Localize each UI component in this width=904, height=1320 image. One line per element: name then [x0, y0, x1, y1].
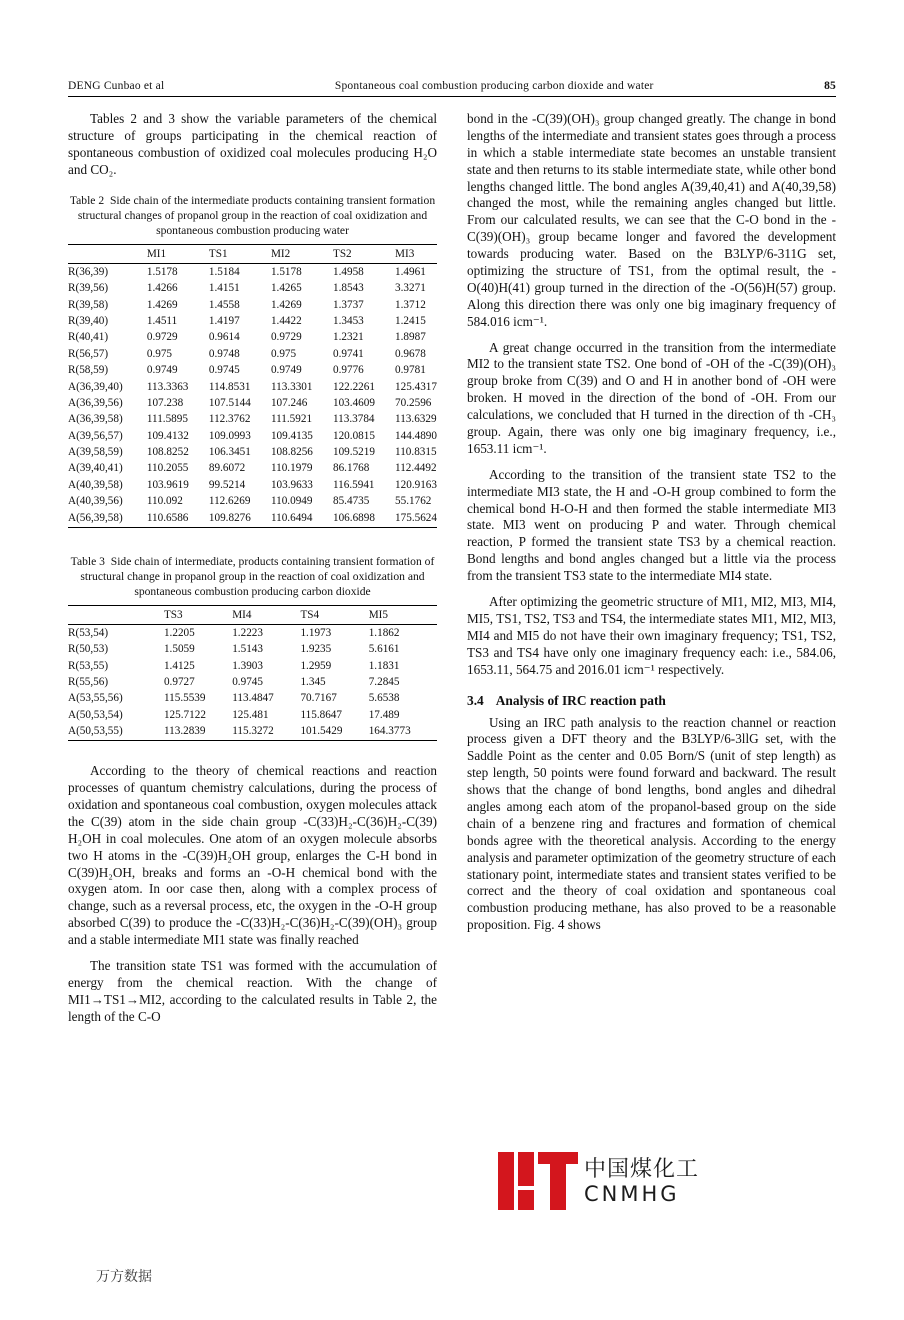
- table-row: [68, 477, 437, 493]
- cell: 103.9619: [146, 478, 189, 491]
- cell: 1.2223: [232, 626, 263, 639]
- cell: A(36,39,58): [68, 413, 123, 426]
- cell: 107.5144: [208, 396, 251, 409]
- cell: R(39,58): [68, 298, 109, 311]
- cell: 0.9781: [395, 364, 426, 377]
- table-row: [68, 674, 437, 690]
- cell: 1.8543: [332, 282, 364, 295]
- cell: R(53,54): [68, 626, 109, 639]
- cell: 110.6586: [147, 509, 209, 527]
- cell: 113.3301: [270, 380, 313, 393]
- table2-col-2: TS1: [209, 244, 271, 263]
- cell: 109.0993: [208, 429, 251, 442]
- table2-caption-text: Side chain of the intermediate products containing transient formation structural changes of propanol group in the reaction of coal oxidization and spontaneous combustion producing water: [77, 193, 436, 237]
- cell: 1.4265: [270, 282, 302, 295]
- cell: A(39,40,41): [68, 462, 123, 475]
- table-row: [68, 428, 437, 444]
- cell: A(36,39,40): [68, 380, 123, 393]
- cell: 1.4269: [270, 298, 302, 311]
- cell: 113.4847: [232, 692, 274, 705]
- cell: 110.8315: [395, 446, 437, 459]
- cell: A(39,56,57): [68, 429, 123, 442]
- table3-col-4: MI5: [369, 605, 437, 624]
- cell: 1.3712: [395, 298, 426, 311]
- cell: A(40,39,58): [68, 478, 123, 491]
- watermark: [498, 1152, 798, 1214]
- cell: 1.1973: [300, 626, 332, 639]
- section-number: 3.4: [467, 692, 484, 708]
- cell: 1.1831: [368, 659, 400, 672]
- paragraph-ts1: The transition state TS1 was formed with the accumulation of energy from the chemical reaction. With the change of MI1→TS1→MI2, according to the calculated results in Table 2, the length of the C-O: [68, 957, 437, 1024]
- cell: 1.4269: [146, 298, 178, 311]
- cell: 144.4890: [395, 429, 437, 442]
- table2-head: [68, 244, 437, 263]
- cell: 1.4958: [332, 265, 364, 278]
- cell: A(50,53,54): [68, 708, 123, 721]
- cell: 110.0949: [270, 495, 313, 508]
- table2-caption-label: Table 2: [69, 193, 105, 207]
- cell: 5.6161: [368, 643, 400, 656]
- cell: 1.1862: [368, 626, 400, 639]
- cell: 1.4266: [146, 282, 178, 295]
- table-row: [68, 493, 437, 509]
- cell: 110.1979: [270, 462, 313, 475]
- two-column-layout: [68, 111, 836, 1026]
- cell: 125.7122: [163, 708, 206, 721]
- cell: 111.5921: [270, 413, 313, 426]
- table-row: [68, 263, 437, 280]
- cell: 110.092: [146, 495, 183, 508]
- cell: 109.4135: [270, 429, 313, 442]
- cell: 175.5624: [395, 509, 437, 527]
- cell: 107.238: [146, 396, 184, 409]
- cell: 107.246: [270, 396, 308, 409]
- table3-body: [68, 624, 437, 740]
- cell: 1.4558: [208, 298, 240, 311]
- cell: 1.4197: [208, 315, 240, 328]
- cell: 1.4125: [163, 659, 195, 672]
- table3-caption: [68, 554, 437, 599]
- table-row: [68, 509, 437, 527]
- cell: 116.5941: [332, 478, 375, 491]
- table-row: [68, 378, 437, 394]
- cell: R(58,59): [68, 364, 109, 377]
- table-row: [68, 313, 437, 329]
- cell: 0.975: [270, 347, 297, 360]
- table3-col-3: TS4: [300, 605, 368, 624]
- table-row: [68, 346, 437, 362]
- cell: 108.8252: [146, 446, 189, 459]
- paragraph-theory: According to the theory of chemical reactions and reaction processes of quantum chemistry calculations, during the process of oxidation and spontaneous coal combustion, oxygen molecules attack the C(39) atom in the side chain group -C(33)H₂-C(36)H₂-C(39) H₂OH in coal molecules. One atom of an oxygen molecule absorbs two H atoms in the -C(39)H₂OH group, enlarges the C-H bond in C(39)H₂OH, breaks and forms an -O-H chemical bond with the oxygen atom. In oor case then, along with a complex process of change, such as a reversal process, etc, the oxygen in the -O-H group absorbed C(39) to produce the -C(33)H₂-C(36)H₂-C(39)(OH)₃ group and a stable intermediate MI1 state was finally reached: [68, 763, 437, 948]
- cell: 0.9614: [208, 331, 240, 344]
- cell: 1.5059: [163, 643, 195, 656]
- cell: 70.7167: [300, 692, 337, 705]
- cell: 115.8647: [300, 708, 342, 721]
- cell: 103.4609: [332, 396, 375, 409]
- cell: 1.2321: [332, 331, 364, 344]
- table2-col-5: MI3: [395, 244, 437, 263]
- cell: 0.9748: [208, 347, 240, 360]
- cell: 0.9741: [332, 347, 364, 360]
- cell: 0.9727: [163, 676, 195, 689]
- table-row: [68, 444, 437, 460]
- watermark-logo-icon: [498, 1152, 578, 1210]
- cell: 1.5178: [146, 265, 178, 278]
- table2-col-3: MI2: [271, 244, 333, 263]
- section-title: Analysis of IRC reaction path: [495, 692, 666, 708]
- cell: 99.5214: [208, 478, 246, 491]
- cell: 109.5219: [332, 446, 375, 459]
- table-row: [68, 624, 437, 641]
- header-rule: [68, 96, 836, 97]
- cell: 103.9633: [270, 478, 313, 491]
- table3-col-0: [68, 605, 164, 624]
- cell: 1.5178: [270, 265, 302, 278]
- wanfang-footer-label: 万方数据: [96, 1269, 152, 1285]
- cell: 0.9749: [270, 364, 302, 377]
- cell: 120.0815: [332, 429, 375, 442]
- cell: 1.3903: [232, 659, 263, 672]
- cell: R(56,57): [68, 347, 109, 360]
- paragraph-bond-change: bond in the -C(39)(OH)₃ group changed greatly. The change in bond lengths of the intermediate and transient states goes through a process in which a stable intermediate state becomes an unstable transient state and then returns to its stable intermediate state, while other bond lengths changed little. The bond angles A(39,40,41) and A(40,39,58) changed the most, while the remaining angles changed but little. From our calculated results, we can see that the C-O bond in the -C(39)(OH)₃ group became longer and favored the development towards producing water. Based on the B3LYP/6-311G set, optimizing the structure of TS1, from the optimal result, the -O(40)H(41) group turned in the direction of the -O(56)H(57) group. Along this direction there was only one big imaginary frequency of 584.016 icm⁻¹.: [467, 111, 836, 329]
- table2-caption: [68, 193, 437, 238]
- cell: 108.8256: [270, 446, 313, 459]
- table3-head: [68, 605, 437, 624]
- paragraph-intro: Tables 2 and 3 show the variable parameters of the chemical structure of groups participating in the chemical reaction of spontaneous combustion of oxidized coal molecules producing H₂O and CO₂.: [68, 111, 437, 177]
- cell: 0.9678: [395, 347, 426, 360]
- cell: 1.2415: [395, 315, 426, 328]
- cell: 111.5895: [146, 413, 188, 426]
- table-row: [68, 460, 437, 476]
- cell: 114.8531: [208, 380, 251, 393]
- cell: A(40,39,56): [68, 495, 123, 508]
- cell: 0.9729: [146, 331, 178, 344]
- table-header-row: [68, 244, 437, 263]
- cell: 113.3363: [146, 380, 189, 393]
- table-row: [68, 690, 437, 706]
- cell: 5.6538: [368, 692, 400, 705]
- table2-col-1: MI1: [147, 244, 209, 263]
- cell: 1.8987: [395, 331, 426, 344]
- running-head-title: Spontaneous coal combustion producing carbon dioxide and water: [334, 80, 654, 92]
- cell: 1.4511: [146, 315, 178, 328]
- cell: 120.9163: [395, 478, 437, 491]
- cell: 0.9776: [332, 364, 364, 377]
- cell: 1.2959: [300, 659, 332, 672]
- table3-col-2: MI4: [232, 605, 300, 624]
- page-body: [68, 80, 836, 1026]
- cell: 7.2845: [368, 676, 400, 689]
- cell: 1.5143: [232, 643, 263, 656]
- cell: R(50,53): [68, 643, 109, 656]
- table-row: [68, 641, 437, 657]
- cell: 1.5184: [208, 265, 240, 278]
- cell: 112.3762: [208, 413, 251, 426]
- cell: 164.3773: [369, 723, 437, 741]
- cell: A(36,39,56): [68, 396, 123, 409]
- table-row: [68, 395, 437, 411]
- cell: 55.1762: [395, 495, 432, 508]
- cell: 112.6269: [208, 495, 251, 508]
- cell: 70.2596: [395, 396, 432, 409]
- cell: 115.5539: [163, 692, 206, 705]
- paragraph-ts2-mi3: According to the transition of the transient state TS2 to the intermediate MI3 state, the H and -O-H group combined to form the chemical bond H-O-H and then formed the stable intermediate MI3 state. MI3 went on producing P and water. Through chemical reaction, P formed the transient state TS3 by a chemical reaction. Bond lengths and bond angles changed but a little via the process from the transient TS3 state to the intermediate MI4 state.: [467, 466, 836, 584]
- table-row: [68, 723, 437, 741]
- cell: 101.5429: [300, 723, 368, 741]
- table-row: [68, 707, 437, 723]
- table-row: [68, 297, 437, 313]
- cell: A(56,39,58): [68, 509, 147, 527]
- cell: R(40,41): [68, 331, 109, 344]
- cell: 122.2261: [332, 380, 375, 393]
- section-heading-irc: [467, 693, 836, 709]
- table3-caption-text: Side chain of intermediate, products containing transient formation of structural change in propanol group in the reaction of coal oxidization and spontaneous combustion producing carbon dioxide: [80, 554, 435, 598]
- table-row: [68, 658, 437, 674]
- paragraph-mi2-ts2: A great change occurred in the transition from the intermediate MI2 to the transient state TS2. One bond of -OH of the -C(39)(OH)₃ group broke from C(39) and O and H in another bond of -OH were broken. H moved in the direction of the bond of -OH. From our calculations, we concluded that H turned in the direction of th -CH₃ group. Again, there was only one big imaginary frequency, i.e., 1653.11 icm⁻¹.: [467, 339, 836, 456]
- cell: R(55,56): [68, 676, 109, 689]
- cell: 86.1768: [332, 462, 370, 475]
- paragraph-optimization: After optimizing the geometric structure of MI1, MI2, MI3, MI4, MI5, TS1, TS2, TS3 and TS4, the intermediate states MI1, MI2, MI3, MI4 and MI5 do not have their own imaginary frequency; TS1, TS2, TS3 and TS4 have only one imaginary frequency each: i.e., 584.06, 1653.11, 564.75 and 2016.01 icm⁻¹ respectively.: [467, 594, 836, 677]
- cell: 106.3451: [208, 446, 251, 459]
- cell: 109.8276: [209, 509, 271, 527]
- table-row: [68, 411, 437, 427]
- cell: R(53,55): [68, 659, 109, 672]
- right-column: [467, 111, 836, 1026]
- table-row: [68, 280, 437, 296]
- cell: 113.3784: [332, 413, 375, 426]
- cell: 1.4422: [270, 315, 302, 328]
- cell: A(50,53,55): [68, 723, 164, 741]
- cell: 1.3453: [332, 315, 364, 328]
- cell: 89.6072: [208, 462, 246, 475]
- cell: 1.345: [300, 676, 326, 689]
- cell: 125.481: [232, 708, 269, 721]
- table-row: [68, 362, 437, 378]
- cell: 0.9745: [232, 676, 263, 689]
- watermark-latin-text: CNMHG: [584, 1182, 680, 1206]
- cell: 125.4317: [395, 380, 437, 393]
- cell: R(39,56): [68, 282, 109, 295]
- table2-col-4: TS2: [333, 244, 395, 263]
- cell: R(39,40): [68, 315, 109, 328]
- page-number: 85: [824, 80, 836, 92]
- cell: 17.489: [368, 708, 400, 721]
- cell: 85.4735: [332, 495, 370, 508]
- cell: A(53,55,56): [68, 692, 123, 705]
- cell: 110.6494: [271, 509, 333, 527]
- cell: R(36,39): [68, 265, 109, 278]
- table-3: [68, 605, 437, 741]
- cell: 1.2205: [163, 626, 195, 639]
- table-2: [68, 244, 437, 528]
- cell: 0.9729: [270, 331, 302, 344]
- cell: 1.4151: [208, 282, 240, 295]
- running-head: [68, 80, 836, 96]
- cell: 106.6898: [333, 509, 395, 527]
- cell: 110.2055: [146, 462, 189, 475]
- cell: 115.3272: [232, 723, 300, 741]
- paragraph-irc: Using an IRC path analysis to the reaction channel or reaction process given a DFT theory and the B3LYP/6-3llG set, with the Saddle Point as the center and 0.05 Born/S (unit of step length) as step length, 50 points were found forward and backward. The result shows that the change of bond lengths, bond angles and dihedral angles among each atom of the propanol-based group on the side chain of a benzene ring and fractures and formation of chemical bonds agree with the theoretical analysis. According to the energy analysis and parameter optimization of the geometry structure of each stationary point, intermediate states and transient states verified to be correct and the theory of coal oxidation and spontaneous coal combustion producing methane, has also proved to be a reasonable proposition. Fig. 4 shows: [467, 714, 836, 933]
- cell: 112.4492: [395, 462, 437, 475]
- watermark-chinese-text: 中国煤化工: [584, 1157, 700, 1182]
- cell: 0.9749: [146, 364, 178, 377]
- left-column: [68, 111, 437, 1026]
- table-header-row: [68, 605, 437, 624]
- cell: 113.6329: [395, 413, 437, 426]
- cell: 1.9235: [300, 643, 332, 656]
- cell: 0.9745: [208, 364, 240, 377]
- cell: 1.4961: [395, 265, 426, 278]
- cell: 3.3271: [395, 282, 426, 295]
- table-row: [68, 329, 437, 345]
- table2-body: [68, 263, 437, 527]
- table2-col-0: [68, 244, 147, 263]
- cell: 109.4132: [146, 429, 189, 442]
- cell: 1.3737: [332, 298, 364, 311]
- table3-col-1: TS3: [164, 605, 232, 624]
- running-head-author: DENG Cunbao et al: [68, 80, 165, 92]
- cell: 0.975: [146, 347, 173, 360]
- cell: 113.2839: [164, 723, 232, 741]
- cell: A(39,58,59): [68, 446, 123, 459]
- table3-caption-label: Table 3: [70, 554, 105, 568]
